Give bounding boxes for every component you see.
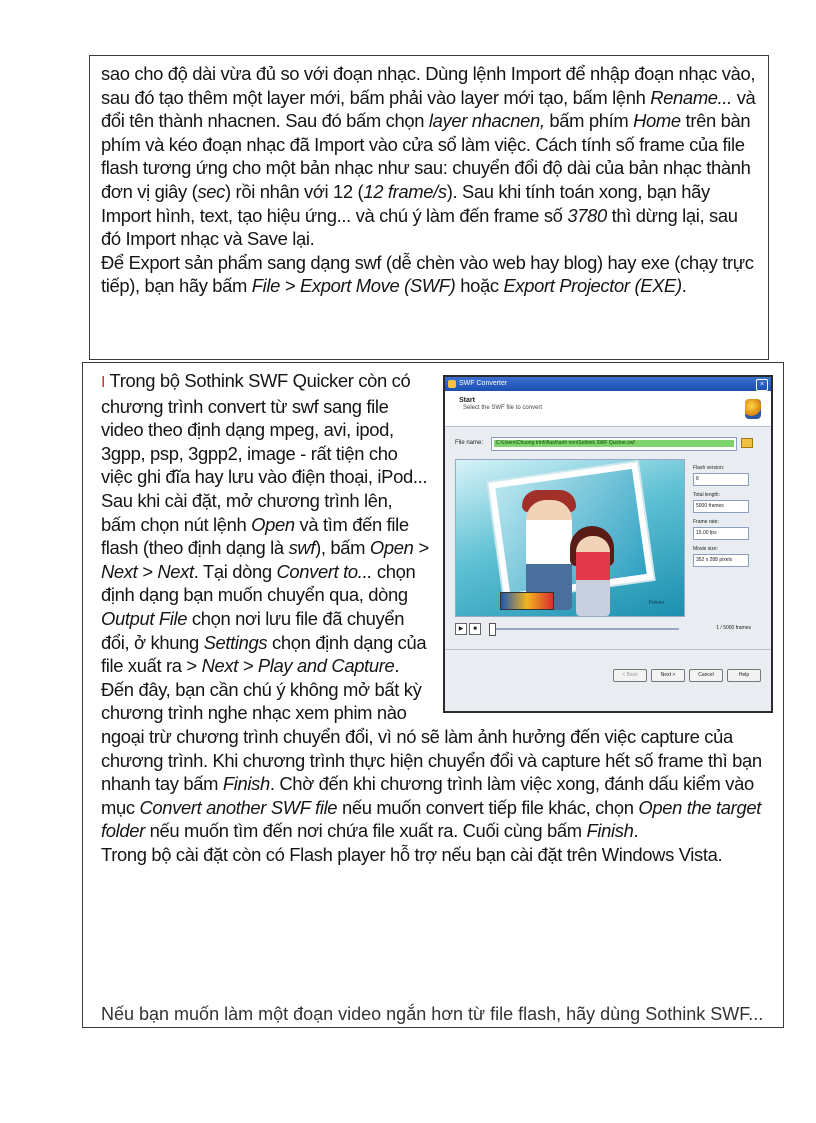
frame-rate-label: Frame rate:	[693, 519, 719, 525]
movie-info-panel	[693, 459, 765, 567]
cut-off-line: Nếu bạn muốn làm một đoạn video ngắn hơn từ file flash, hãy dùng Sothink SWF...	[101, 1004, 764, 1024]
paragraph-marker: I	[101, 374, 106, 391]
frame-counter: 1 / 5000 frames	[716, 625, 751, 631]
article-paragraph-intro: I Trong bộ Sothink SWF Quicker còn có chương trình convert từ swf sang file video theo định dạng mpeg, avi, ipod, 3gpp, psp, 3gpp2, image - rất tiện cho việc ghi đĩa hay lưu vào điện thoại, iPod...	[101, 370, 428, 488]
preview-caption: Primes	[648, 600, 664, 606]
file-name-row	[455, 437, 759, 451]
total-length-label: Total length:	[693, 492, 720, 498]
swf-converter-screenshot	[443, 375, 773, 713]
article-paragraph-steps: Sau khi cài đặt, mở chương trình lên, bấm chọn nút lệnh Open và tìm đến file flash (theo định dạng là swf), bấm Open > Next > Next. Tại dòng Convert to... chọn định dạng bạn muốn chuyển qua, dòng Output File chọn nơi lưu file đã chuyển đổi, ở khung Settings chọn định dạng của file xuất ra > Next > Play and Capture. Đến đây, bạn cần chú ý không mở bất kỳ chương trình nghe nhạc xem phim nào ngoại trừ chương trình chuyển đổi, vì nó sẽ làm ảnh hưởng đến việc capture của chương trình. Khi chương trình thực hiện chuyển đổi và capture hết số frame thì bạn nhanh tay bấm Finish. Chờ đến khi chương trình làm việc xong, đánh dấu kiểm vào mục Convert another SWF file nếu muốn convert tiếp file khác, chọn Open the target folder nếu muốn tìm đến nơi chứa file xuất ra. Cuối cùng bấm Finish.	[101, 489, 762, 842]
wizard-buttons	[609, 669, 761, 682]
flash-version-label: Flash version:	[693, 465, 725, 471]
close-icon[interactable]: ×	[756, 379, 768, 391]
article-box-top	[89, 55, 769, 360]
swf-preview	[455, 459, 685, 617]
app-icon	[448, 380, 456, 388]
article-paragraph-player: Trong bộ cài đặt còn có Flash player hỗ trợ nếu bạn cài đặt trên Windows Vista.	[101, 843, 723, 865]
play-icon[interactable]: ▶	[455, 623, 467, 635]
preview-girl-figure	[576, 536, 610, 616]
article-box-bottom	[82, 362, 784, 1028]
cancel-button[interactable]: Cancel	[689, 669, 723, 682]
window-titlebar	[445, 377, 771, 391]
window-title: SWF Converter	[459, 380, 508, 387]
next-button[interactable]: Next >	[651, 669, 685, 682]
flash-version-value: 8	[693, 473, 749, 486]
file-name-input[interactable]: C:\Users\Chuong trinh\flash\anh nen\Sothink SWF Quicker.swf	[491, 437, 737, 451]
frame-slider-track[interactable]	[489, 628, 679, 630]
wizard-step-subtitle: Select the SWF file to convert	[463, 405, 543, 411]
movie-size-label: Movie size:	[693, 546, 719, 552]
wizard-header	[445, 391, 771, 427]
article-paragraph-top: sao cho độ dài vừa đủ so với đoạn nhạc. Dùng lệnh Import để nhập đoạn nhạc vào, sau đó tạo thêm một layer mới, bấm phải vào layer mới tạo, bấm lệnh Rename... và đổi tên thành nhacnen. Sau đó bấm chọn layer nhacnen, bấm phím Home trên bàn phím và kéo đoạn nhạc đã Import vào cửa sổ làm việc. Cách tính số frame của file flash tương ứng cho một bản nhạc như sau: chuyển đổi độ dài của bản nhạc thành đơn vị giây (sec) rồi nhân với 12 (12 frame/s). Sau khi tính toán xong, bạn hãy Import hình, text, tạo hiệu ứng... và chú ý làm đến frame số 3780 thì dừng lại, sau đó Import nhạc và Save lại. Để Export sản phẩm sang dạng swf (dễ chèn vào web hay blog) hay exe (chạy trực tiếp), bạn hãy bấm File > Export Move (SWF) hoặc Export Projector (EXE).	[101, 63, 756, 297]
file-name-label: File name:	[455, 440, 484, 446]
preview-logo-badge	[500, 592, 554, 610]
wizard-step-title: Start	[459, 397, 475, 404]
stop-icon[interactable]: ■	[469, 623, 481, 635]
playback-controls	[455, 623, 759, 635]
frame-slider-thumb[interactable]	[489, 623, 496, 636]
movie-size-value: 352 x 288 pixels	[693, 554, 749, 567]
sothink-logo-icon	[745, 399, 761, 419]
frame-rate-value: 15.00 fps	[693, 527, 749, 540]
help-button[interactable]: Help	[727, 669, 761, 682]
total-length-value: 5000 frames	[693, 500, 749, 513]
folder-open-icon[interactable]	[741, 438, 753, 448]
back-button[interactable]: < Back	[613, 669, 647, 682]
